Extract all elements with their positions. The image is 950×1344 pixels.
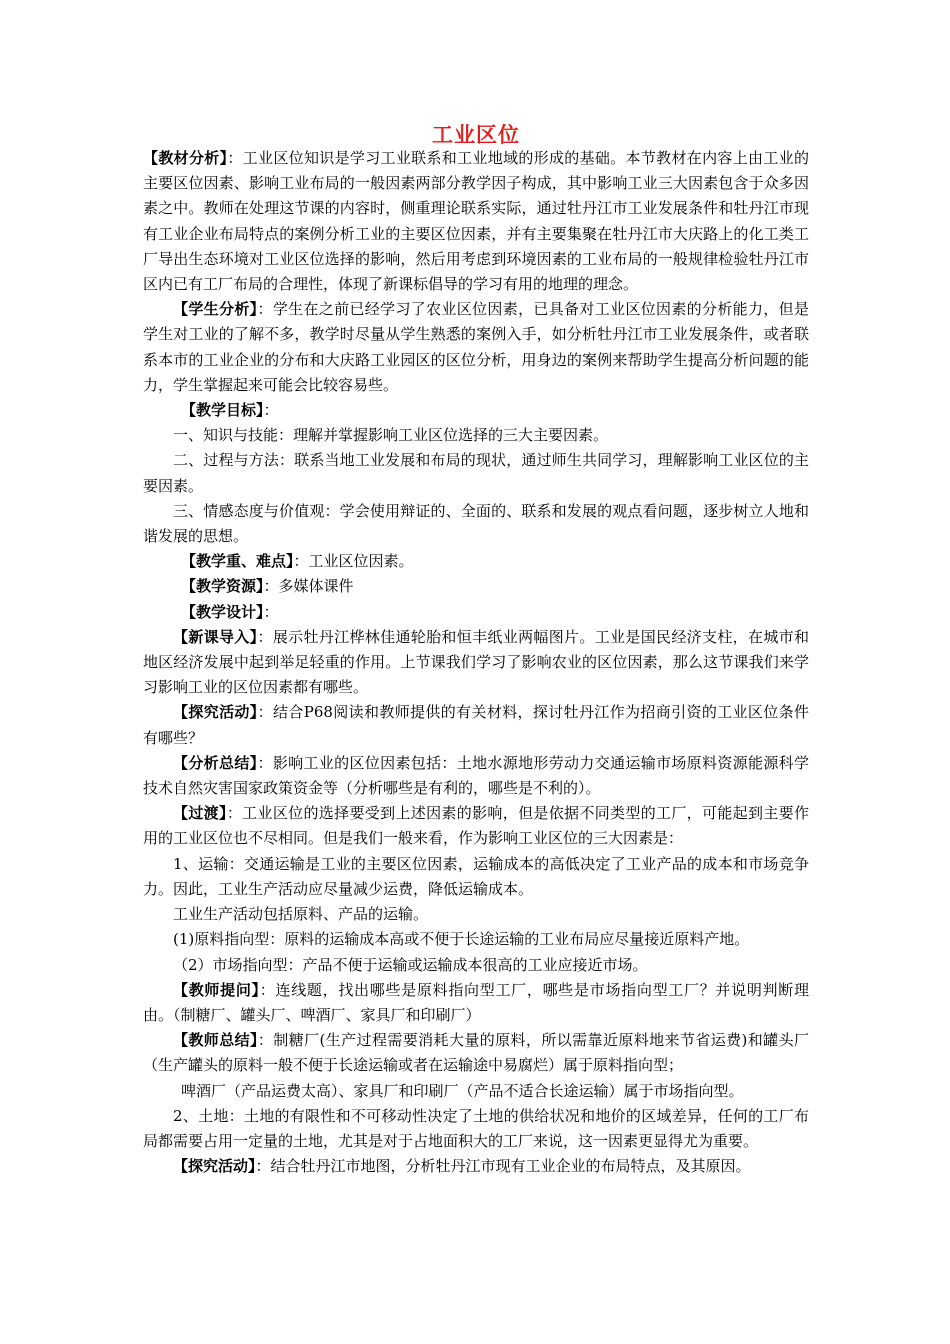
paragraph-land: 2、土地：土地的有限性和不可移动性决定了土地的供给状况和地价的区域差异，任何的工厂布局都需要占用一定量的土地，尤其是对于占地面积大的工厂来说，这一因素更显得尤为重要。 xyxy=(143,1106,809,1150)
paragraph-text: ：影响工业的区位因素包括：土地水源地形劳动力交通运输市场原料资源能源科学技术自然灾害国家政策资金等（分析哪些是有利的，哪些是不利的）。 xyxy=(143,753,809,798)
paragraph-text: ： xyxy=(263,602,279,621)
section-label: 【教师总结】 xyxy=(173,1031,258,1050)
section-label: 【过渡】 xyxy=(173,804,227,823)
paragraph-teacher-question xyxy=(143,978,809,1028)
paragraph-transport-types: 工业生产活动包括原料、产品的运输。 xyxy=(173,905,429,924)
paragraph-text: ：结合牡丹江市地图，分析牡丹江市现有工业企业的布局特点，及其原因。 xyxy=(255,1157,751,1176)
paragraph-text: ：学生在之前已经学习了农业区位因素，已具备对工业区位因素的分析能力，但是学生对工业的了解不多，教学时尽量从学生熟悉的案例入手，如分析牡丹江市工业发展条件，或者联系本市的工业企业的分布和大庆路工业园区的区位分析，用身边的案例来帮助学生提高分析问题的能力，学生掌握起来可能会比较容易些。 xyxy=(143,300,809,394)
paragraph-goal-2: 二、过程与方法：联系当地工业发展和布局的现状，通过师生共同学习，理解影响工业区位的主要因素。 xyxy=(143,451,809,495)
paragraph-market-oriented: （2）市场指向型：产品不便于运输或运输成本很高的工业应接近市场。 xyxy=(173,955,648,974)
section-label: 【探究活动】 xyxy=(173,1157,256,1176)
section-label: 【教师提问】 xyxy=(173,980,260,999)
paragraph-teacher-summary xyxy=(143,1028,809,1078)
section-label: 【学生分析】 xyxy=(173,300,258,319)
paragraph-lesson-intro xyxy=(143,625,809,701)
paragraph-raw-material-oriented: (1)原料指向型：原料的运输成本高或不便于长途运输的工业布局应尽量接近原料产地。 xyxy=(173,930,750,949)
section-label: 【教学设计】 xyxy=(181,602,264,621)
section-label: 【分析总结】 xyxy=(173,753,258,772)
paragraph-text: ：工业区位知识是学习工业联系和工业地域的形成的基础。本节教材在内容上由工业的主要区位因素、影响工业布局的一般因素两部分教学因子构成，其中影响工业三大因素包含于众多因素之中。教师在处理这节课的内容时，侧重理论联系实际，通过牡丹江市工业发展条件和牡丹江市现有工业企业布局特点的案例分析工业的主要区位因素，并有主要集聚在牡丹江市大庆路上的化工类工厂导出生态环境对工业区位选择的影响，然后用考虑到环境因素的工业布局的一般规律检验牡丹江市区内已有工厂布局的合理性，体现了新课标倡导的学习有用的地理的理念。 xyxy=(143,149,809,294)
paragraph-text: ：多媒体课件 xyxy=(263,577,354,596)
paragraph-student-analysis xyxy=(143,297,809,398)
paragraph-inquiry-activity-2 xyxy=(143,1154,809,1179)
paragraph-key-points xyxy=(143,549,809,574)
paragraph-text: ：结合P68阅读和教师提供的有关材料，探讨牡丹江作为招商引资的工业区位条件有哪些？ xyxy=(143,703,809,747)
section-label: 【教材分析】 xyxy=(143,149,228,167)
paragraph-textbook-analysis xyxy=(143,146,809,297)
paragraph-text: ： xyxy=(263,401,279,420)
document-title: 工业区位 xyxy=(432,122,520,147)
paragraph-market-examples: 啤酒厂（产品运费太高）、家具厂和印刷厂（产品不适合长途运输）属于市场指向型。 xyxy=(181,1081,744,1100)
paragraph-teaching-goals xyxy=(143,398,809,423)
section-label: 【教学重、难点】 xyxy=(181,552,294,571)
paragraph-text: ：工业区位的选择要受到上述因素的影响，但是依据不同类型的工厂，可能起到主要作用的工业区位也不尽相同。但是我们一般来看，作为影响工业区位的三大因素是： xyxy=(143,804,809,848)
document-page xyxy=(143,124,809,1179)
paragraph-text: ：连线题，找出哪些是原料指向型工厂，哪些是市场指向型工厂？并说明判断理由。（制糖厂、罐头厂、啤酒厂、家具厂和印刷厂） xyxy=(143,980,809,1024)
section-label: 【新课导入】 xyxy=(173,627,258,646)
paragraph-text: ：展示牡丹江桦林佳通轮胎和恒丰纸业两幅图片。工业是国民经济支柱，在城市和地区经济发展中起到举足轻重的作用。上节课我们学习了影响农业的区位因素，那么这节课我们来学习影响工业的区位因素都有哪些。 xyxy=(143,627,809,697)
section-label: 【教学目标】 xyxy=(181,401,264,420)
paragraph-inquiry-activity xyxy=(143,700,809,750)
paragraph-text: ：工业区位因素。 xyxy=(293,552,414,571)
paragraph-transition xyxy=(143,801,809,851)
paragraph-goal-3: 三、情感态度与价值观：学会使用辩证的、全面的、联系和发展的观点看问题，逐步树立人地和谐发展的思想。 xyxy=(143,501,809,546)
paragraph-teaching-design xyxy=(143,600,809,625)
section-label: 【教学资源】 xyxy=(181,577,264,596)
paragraph-goal-1: 一、知识与技能：理解并掌握影响工业区位选择的三大主要因素。 xyxy=(173,426,609,445)
paragraph-transport: 1、运输：交通运输是工业的主要区位因素，运输成本的高低决定了工业产品的成本和市场竞争力。因此，工业生产活动应尽量减少运费，降低运输成本。 xyxy=(143,854,809,898)
paragraph-resources xyxy=(143,574,809,599)
section-label: 【探究活动】 xyxy=(173,703,258,722)
paragraph-text: ：制糖厂(生产过程需要消耗大量的原料，所以需靠近原料地来节省运费)和罐头厂（生产罐头的原料一般不便于长途运输或者在运输途中易腐烂）属于原料指向型； xyxy=(143,1031,809,1075)
paragraph-analysis-summary xyxy=(143,751,809,801)
